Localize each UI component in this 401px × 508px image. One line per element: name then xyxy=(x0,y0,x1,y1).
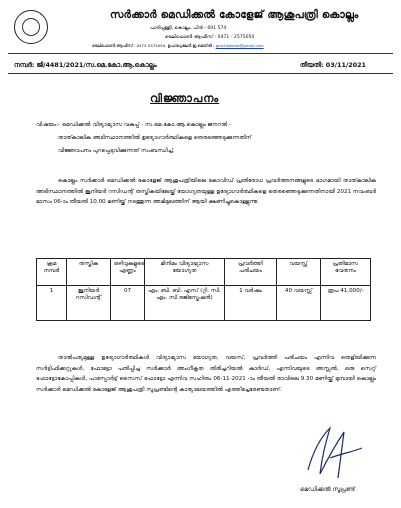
header-divider xyxy=(8,53,393,54)
notification-heading: വിജ്ഞാപനം xyxy=(150,92,220,105)
letterhead-title: സർക്കാർ മെഡിക്കൽ കോളേജ് ആശുപത്രി കൊല്ലം xyxy=(110,9,359,21)
col-header-experience: പ്രവർത്തി പരിചയം xyxy=(225,259,277,286)
col-header-salary: പ്രതിമാസ വേതനം xyxy=(321,259,371,286)
vacancy-table xyxy=(36,258,371,321)
signatory-title: മെഡിക്കൽ സൂപ്രണ്ട് xyxy=(300,486,356,493)
cell-serial: 1 xyxy=(37,286,67,321)
reference-date: തീയതി: 03/11/2021 xyxy=(300,61,367,69)
reference-number: നമ്പർ: ജി/4481/2021/സ.മെ.കോ.ആ.കൊല്ലം xyxy=(14,61,157,69)
cell-salary: രൂപ 41,000/- xyxy=(321,286,371,321)
cell-post: ജൂനിയർ റസിഡന്റ് xyxy=(67,286,111,321)
body-paragraph: കൊല്ലം സർക്കാർ മെഡിക്കൽ കോളേജ് ആശുപത്രിയിലെ കോവിഡ് പ്രതിരോധ പ്രവർത്തനങ്ങളുടെ ഭാഗമായി താത്കാലിക അടിസ്ഥാനത്തിൽ ജൂനിയർ റസിഡന്റ് തസ്തികയിലേയ്ക്ക് യോഗ്യതയുള്ള ഉദ്യോഗാർത്ഥികളെ തെരഞ്ഞെടുക്കുന്നതിനായി 2021 നവംബർ മാസം 06-ാം തീയതി 10.00 മണിയ്ക്ക് നടത്തുന്ന അഭിമുഖത്തിന് ആയി ക്ഷണിച്ചുകൊള്ളുന്നു. xyxy=(36,178,376,205)
col-header-age: വയസ്സ് xyxy=(277,259,321,286)
col-header-serial: ക്രമ നമ്പർ xyxy=(37,259,67,286)
subject-line-2: താത്കാലിക അടിസ്ഥാനത്തിൽ ഉദ്യോഗാർത്ഥികളെ തെരഞ്ഞെടുക്കുന്നതിന് xyxy=(58,135,252,141)
letterhead-contact-text: ടെലിഫോൺ ആഫീസ് : 0474 2575050, ഉപാദ്ധ്യക്ഷൻ ഇ-മെയിൽ : xyxy=(92,43,215,48)
cell-qualification: എം. ബി. ബി. എസ് (റ്റി. സി. എം. സി രജിസ്ട്രേഷൻ) xyxy=(145,286,225,321)
col-header-vacancies: ഒഴിവുകളുടെ എണ്ണം xyxy=(111,259,145,286)
closing-paragraph: താൽപര്യമുള്ള ഉദ്യോഗാർത്ഥികൾ വിദ്യാഭ്യാസ യോഗ്യത, വയസ്, പ്രവർത്തി പരിചയം എന്നിവ തെളിയിക്കുന്ന സർട്ടിഫിക്കറ്റുകൾ, ഫോട്ടോ പതിപ്പിച്ച സർക്കാർ അംഗീകൃത തിരിച്ചറിയൽ കാർഡ്, എന്നിവയുടെ അസ്സൽ, ഒരു സെറ്റ് ഫോട്ടോകോപ്പികൾ, പാസ്പോർട്ട് സൈസ് ഫോട്ടോ എന്നിവ സഹിതം 06-11-2021 -ാം തീയതി രാവിലെ 9.30 മണിയ്ക്ക് മുമ്പായി കൊല്ലം സർക്കാർ മെഡിക്കൽ കോളേജ് ആശുപത്രി സൂപ്രണ്ടിന്റെ കാര്യാലയത്തിൽ എത്തിച്ചേരേണ്ടതാണ്. xyxy=(36,355,376,393)
cell-vacancies: 07 xyxy=(111,286,145,321)
table-row xyxy=(37,286,371,321)
cell-age: 40 വയസ്സ് xyxy=(277,286,321,321)
col-header-qualification: മിനിമം വിദ്യാഭ്യാസ യോഗ്യത xyxy=(145,259,225,286)
letterhead-contact xyxy=(92,43,264,48)
subject-line-3: വിജ്ഞാപനം പുറപ്പെടുവിക്കുന്നത് സംബന്ധിച്ച്. xyxy=(58,148,175,154)
cell-experience: 1 വർഷം xyxy=(225,286,277,321)
letterhead-address: പാരിപ്പള്ളി, കൊല്ലം, പിൻ - 691 574 xyxy=(150,26,227,31)
subject-line-1: വിഷയം:- മെഡിക്കൽ വിദ്യാഭ്യാസ വകുപ്പ് - സ.മെ.കോ.ആ.കൊല്ലം ജനറൽ - xyxy=(36,122,232,128)
table-header-row xyxy=(37,259,371,286)
hospital-seal-logo xyxy=(14,10,48,44)
letterhead-email-link[interactable]: gmchkollam@gmail.com xyxy=(215,43,264,48)
handwritten-signature xyxy=(300,418,370,488)
letterhead-phone: ടെലിഫോൺ ആഫീസ് : 0471 - 2575050 xyxy=(165,35,255,40)
reference-divider xyxy=(8,73,393,74)
col-header-post: തസ്തിക xyxy=(67,259,111,286)
